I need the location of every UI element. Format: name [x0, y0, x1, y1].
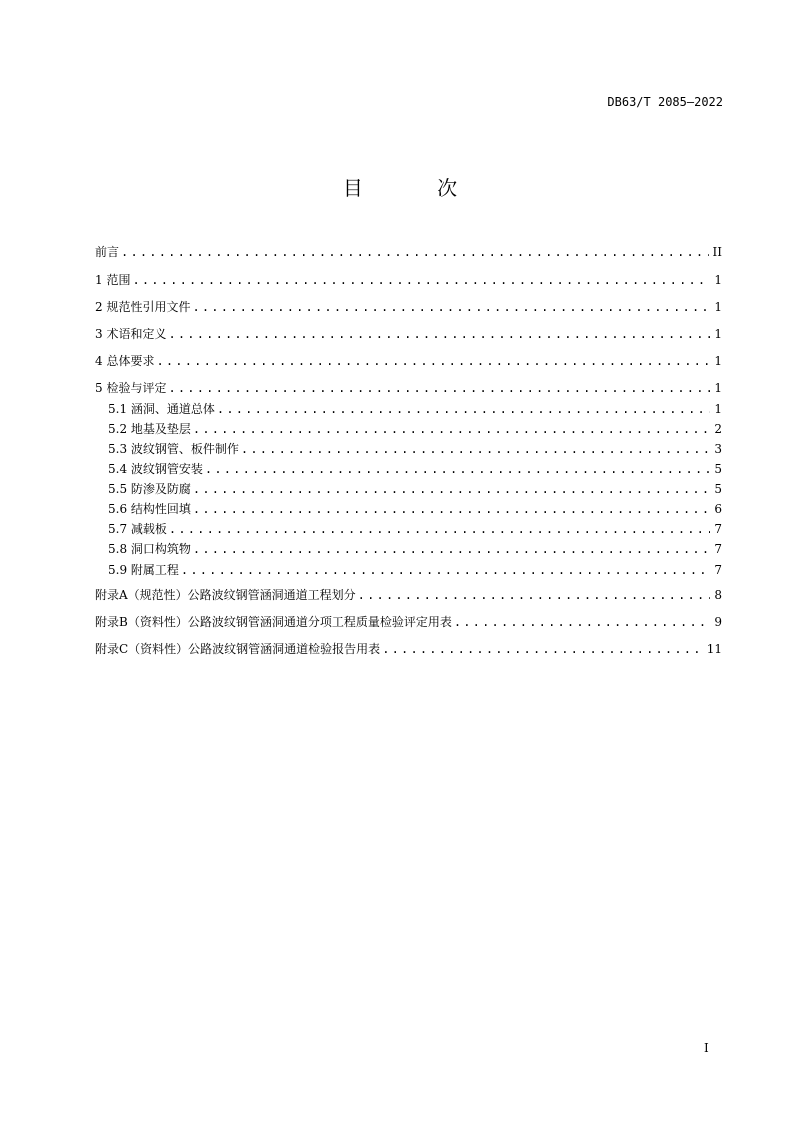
toc-entry-label: 前言	[95, 245, 120, 259]
toc-entry[interactable]	[108, 481, 722, 497]
page-title: 目 次	[342, 176, 492, 200]
toc-entry[interactable]	[95, 244, 722, 260]
toc-entry-page: 7	[714, 542, 722, 556]
toc-entry-label: 5.2 地基及垫层	[108, 422, 191, 436]
toc-entry[interactable]	[108, 461, 722, 477]
toc-entry-label: 5.4 波纹钢管安装	[108, 462, 203, 476]
toc-entry[interactable]	[95, 380, 722, 396]
toc-entry-label: 1 范围	[95, 273, 131, 287]
toc-entry-page: 2	[714, 422, 722, 436]
toc-entry-label: 5.1 涵洞、通道总体	[108, 402, 215, 416]
toc-entry-page: 8	[714, 588, 722, 602]
toc-entry[interactable]	[95, 641, 722, 657]
toc-entry-page: 1	[714, 273, 722, 287]
toc-entry[interactable]	[95, 353, 722, 369]
toc-leader-dots	[132, 272, 710, 288]
toc-entry[interactable]	[108, 562, 722, 578]
toc-entry-page: 9	[714, 615, 722, 629]
toc-leader-dots	[358, 587, 711, 603]
toc-leader-dots	[168, 326, 710, 342]
toc-entry-page: 1	[714, 354, 722, 368]
toc-entry[interactable]	[108, 441, 722, 457]
page-number: I	[704, 1041, 709, 1055]
toc-entry-page: 1	[714, 402, 722, 416]
toc-entry[interactable]	[108, 501, 722, 517]
toc-entry-page: 5	[714, 482, 722, 496]
toc-entry-label: 5.9 附属工程	[108, 563, 179, 577]
toc-entry-label: 附录C（资料性）公路波纹钢管涵洞通道检验报告用表	[95, 642, 381, 656]
toc-entry-label: 5.6 结构性回填	[108, 502, 191, 516]
toc-entry-page: 5	[714, 462, 722, 476]
toc-entry[interactable]	[95, 299, 722, 315]
toc-leader-dots	[156, 353, 710, 369]
toc-entry-page: 7	[714, 522, 722, 536]
toc-leader-dots	[205, 461, 710, 477]
toc-entry[interactable]	[95, 272, 722, 288]
toc-entry-label: 5.7 减载板	[108, 522, 167, 536]
toc-entry[interactable]	[95, 587, 722, 603]
toc-leader-dots	[382, 641, 703, 657]
toc-leader-dots	[181, 562, 710, 578]
toc-leader-dots	[193, 421, 710, 437]
toc-leader-dots	[192, 299, 710, 315]
toc-entry-page: 1	[714, 327, 722, 341]
toc-entry[interactable]	[108, 521, 722, 537]
toc-entry-label: 5.8 洞口构筑物	[108, 542, 191, 556]
toc-entry[interactable]	[108, 541, 722, 557]
toc-entry-label: 附录B（资料性）公路波纹钢管涵洞通道分项工程质量检验评定用表	[95, 615, 452, 629]
toc-leader-dots	[454, 614, 711, 630]
toc-leader-dots	[241, 441, 710, 457]
toc-leader-dots	[169, 521, 710, 537]
toc-entry-page: 1	[714, 300, 722, 314]
toc-entry-label: 5.5 防渗及防腐	[108, 482, 191, 496]
toc-entry[interactable]	[95, 614, 722, 630]
toc-entry-page: 11	[706, 642, 722, 656]
toc-entry-page: 3	[714, 442, 722, 456]
toc-entry[interactable]	[95, 326, 722, 342]
toc-entry-label: 2 规范性引用文件	[95, 300, 191, 314]
toc-entry-label: 4 总体要求	[95, 354, 155, 368]
toc-entry-label: 5 检验与评定	[95, 381, 167, 395]
toc-leader-dots	[121, 244, 709, 260]
toc-leader-dots	[193, 501, 710, 517]
toc-leader-dots	[217, 401, 710, 417]
toc-entry-page: 6	[714, 502, 722, 516]
toc-entry-page: 7	[714, 563, 722, 577]
toc-entry[interactable]	[108, 401, 722, 417]
standard-code: DB63/T 2085—2022	[607, 95, 723, 109]
toc-leader-dots	[193, 481, 710, 497]
toc-entry-label: 5.3 波纹钢管、板件制作	[108, 442, 239, 456]
toc-entry-page: II	[712, 245, 722, 259]
toc-entry-page: 1	[714, 381, 722, 395]
toc-leader-dots	[193, 541, 710, 557]
toc-leader-dots	[168, 380, 710, 396]
toc-entry-label: 附录A（规范性）公路波纹钢管涵洞通道工程划分	[95, 588, 356, 602]
toc-entry[interactable]	[108, 421, 722, 437]
toc-entry-label: 3 术语和定义	[95, 327, 167, 341]
